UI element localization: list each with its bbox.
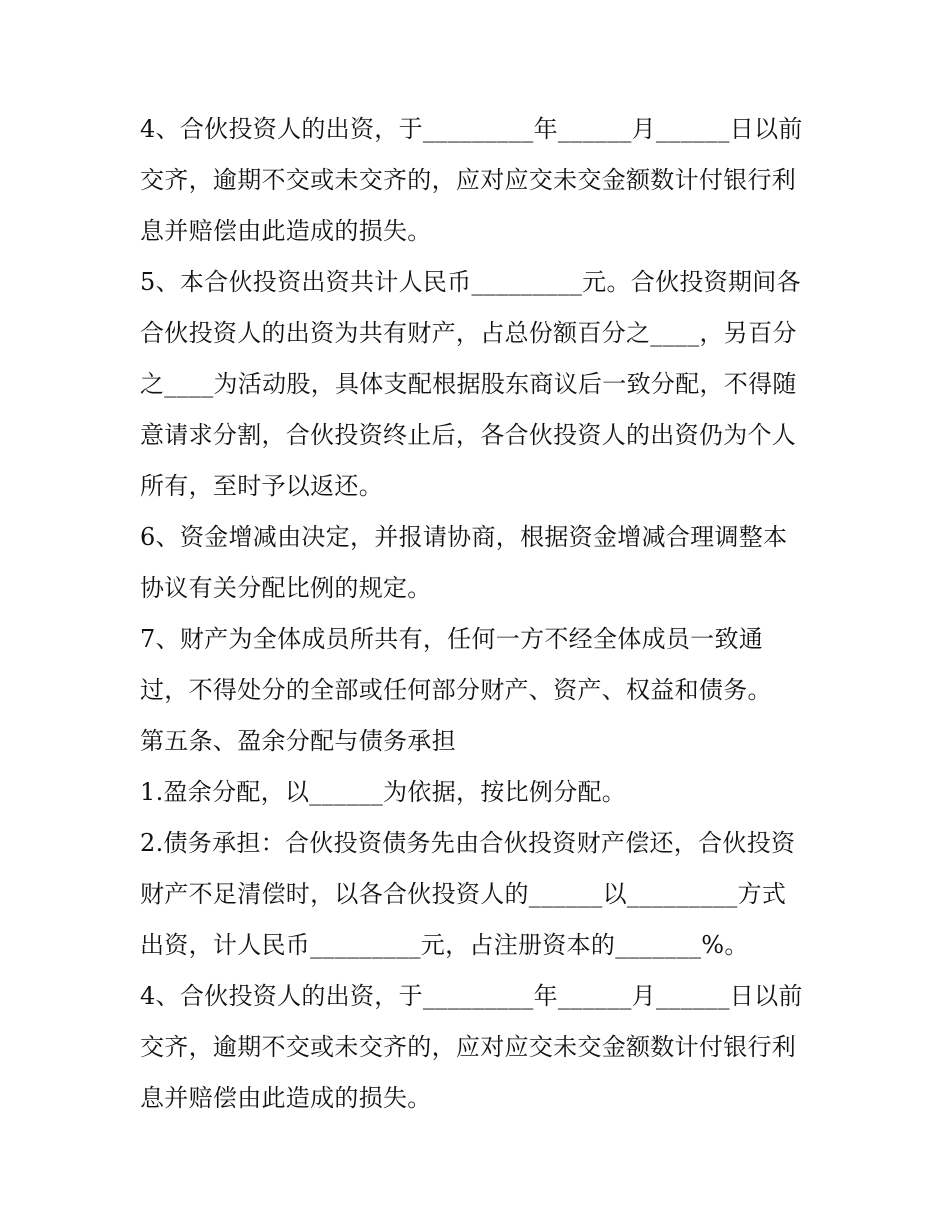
text-line: 1.盈余分配，以______为依据，按比例分配。 [140, 778, 627, 806]
section-heading: 第五条、盈余分配与债务承担 [140, 727, 456, 755]
text-line: 交齐，逾期不交或未交齐的，应对应交未交金额数计付银行利 [140, 1033, 797, 1061]
text-line: 6、资金增减由决定，并报请协商，根据资金增减合理调整本 [140, 523, 788, 551]
text-line: 息并赔偿由此造成的损失。 [140, 1084, 432, 1112]
text-line: 息并赔偿由此造成的损失。 [140, 217, 432, 245]
text-line: 2.债务承担：合伙投资债务先由合伙投资财产偿还，合伙投资 [140, 829, 796, 857]
text-line: 合伙投资人的出资为共有财产，占总份额百分之____，另百分 [140, 319, 797, 347]
text-line: 之____为活动股，具体支配根据股东商议后一致分配，不得随 [140, 370, 797, 398]
text-line: 协议有关分配比例的规定。 [140, 574, 432, 602]
text-line: 5、本合伙投资出资共计人民币_________元。合伙投资期间各 [140, 268, 801, 296]
document-body [140, 104, 820, 1124]
text-line: 交齐，逾期不交或未交齐的，应对应交未交金额数计付银行利 [140, 166, 797, 194]
text-line: 财产不足清偿时，以各合伙投资人的______以_________方式 [140, 880, 787, 908]
text-line: 4、合伙投资人的出资，于_________年______月______日以前 [140, 115, 803, 143]
text-line: 意请求分割，合伙投资终止后，各合伙投资人的出资仍为个人 [140, 421, 797, 449]
text-line: 出资，计人民币_________元，占注册资本的_______%。 [140, 931, 749, 959]
text-line: 4、合伙投资人的出资，于_________年______月______日以前 [140, 982, 803, 1010]
text-line: 所有，至时予以返还。 [140, 472, 383, 500]
text-line: 7、财产为全体成员所共有，任何一方不经全体成员一致通 [140, 625, 764, 653]
text-line: 过，不得处分的全部或任何部分财产、资产、权益和债务。 [140, 676, 772, 704]
